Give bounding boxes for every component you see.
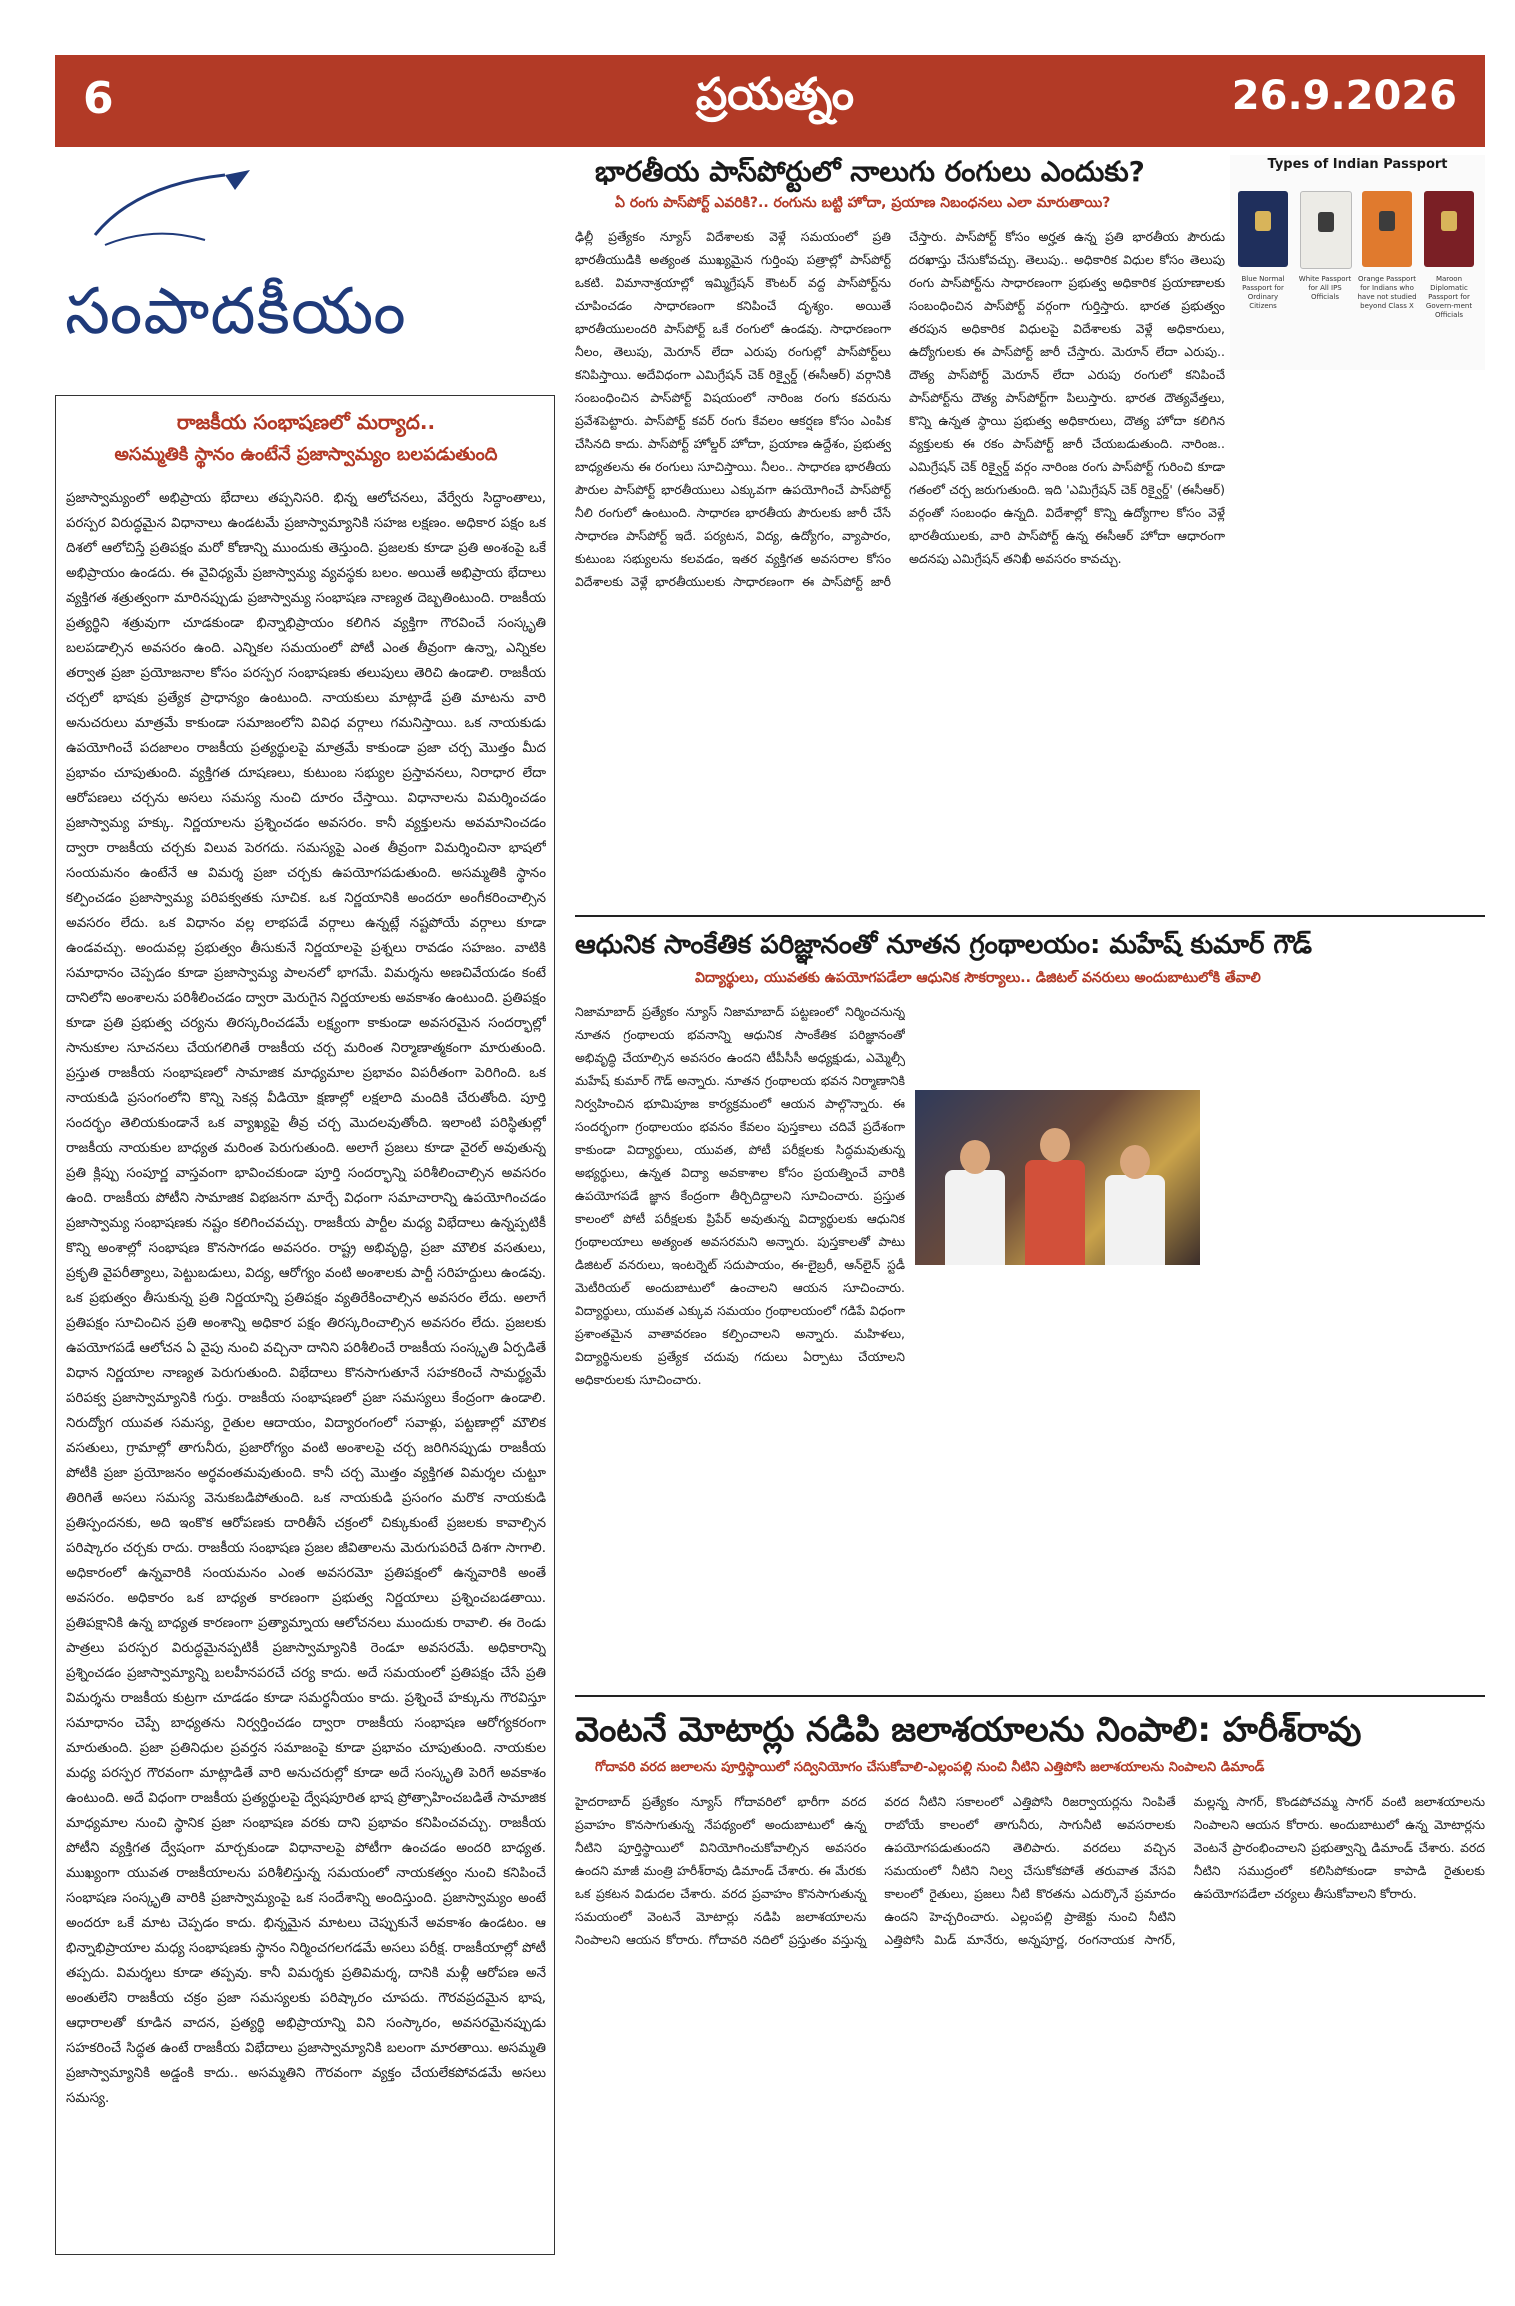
blue-passport-icon [1238, 191, 1288, 267]
water-headline: వెంటనే మోటార్లు నడిపి జలాశయాలను నింపాలి: హరీశ్‌రావు [575, 1710, 1362, 1750]
masthead [55, 55, 1485, 147]
divider [575, 1695, 1485, 1697]
paper-name: ప్రయత్నం [695, 69, 855, 120]
passport-caption: Orange Passport for Indians who have not studied beyond Class X [1357, 275, 1417, 310]
library-headline: ఆధునిక సాంకేతిక పరిజ్ఞానంతో నూతన గ్రంథాలయం: మహేష్ కుమార్ గౌడ్ [575, 930, 1312, 960]
pen-nib-icon [75, 165, 255, 255]
passport-types-figure [1230, 155, 1485, 370]
newspaper-page [55, 55, 1485, 2255]
passport-caption: White Passport for All IPS Officials [1298, 275, 1352, 301]
page-number: 6 [83, 73, 114, 124]
divider [575, 915, 1485, 917]
passport-body: ఢిల్లీ ప్రత్యేకం న్యూస్ విదేశాలకు వెళ్లే సమయంలో ప్రతి భారతీయుడికి అత్యంత ముఖ్యమైన గుర్తింపు పత్రాల్లో పాస్‌పోర్ట్ ఒకటి. విమానాశ్రయాల్లో ఇమ్మిగ్రేషన్ కౌంటర్ వద్ద పాస్‌పోర్ట్‌ను చూపించడం సాధారణంగా కనిపించే దృశ్యం. అయితే భారతీయులందరి పాస్‌పోర్ట్ ఒకే రంగులో ఉండవు. సాధారణంగా నీలం, తెలుపు, మెరూన్ లేదా ఎరుపు రంగుల్లో పాస్‌పోర్ట్‌లు కనిపిస్తాయి. అదేవిధంగా ఎమిగ్రేషన్ చెక్ రిక్వైర్డ్ (ఈసీఆర్) వర్గానికి సంబంధించిన పాస్‌పోర్ట్ విషయంలో నారింజ రంగు కవరును ప్రవేశపెట్టారు. పాస్‌పోర్ట్ కవర్ రంగు కేవలం ఆకర్షణ కోసం ఎంపిక చేసినది కాదు. పాస్‌పోర్ట్ హోల్డర్ హోదా, ప్రయాణ ఉద్దేశం, ప్రభుత్వ బాధ్యతలను ఈ రంగులు సూచిస్తాయి. నీలం.. సాధారణ భారతీయ పౌరుల పాస్‌పోర్ట్ భారతీయులు ఎక్కువగా ఉపయోగించే పాస్‌పోర్ట్ నీలి రంగులో ఉంటుంది. సాధారణ భారతీయ పౌరులకు జారీ చేసే సాధారణ పాస్‌పోర్ట్ ఇదే. పర్యటన, విద్య, ఉద్యోగం, వ్యాపారం, కుటుంబ సభ్యులను కలవడం, ఇతర వ్యక్తిగత అవసరాల కోసం విదేశాలకు వెళ్లే భారతీయులకు సాధారణంగా ఈ పాస్‌పోర్ట్ జారీ చేస్తారు. పాస్‌పోర్ట్ కోసం అర్హత ఉన్న ప్రతి భారతీయ పౌరుడు దరఖాస్తు చేసుకోవచ్చు. తెలుపు.. అధికారిక విధుల కోసం తెలుపు రంగు పాస్‌పోర్ట్‌ను సాధారణంగా ప్రభుత్వ అధికారిక ప్రయాణాలకు సంబంధించిన పాస్‌పోర్ట్ వర్గంగా గుర్తిస్తారు. భారత ప్రభుత్వం తరపున అధికారిక విధులపై విదేశాలకు వెళ్లే అధికారులు, ఉద్యోగులకు ఈ పాస్‌పోర్ట్ జారీ చేస్తారు. మెరూన్ లేదా ఎరుపు.. దౌత్య పాస్‌పోర్ట్ మెరూన్ లేదా ఎరుపు రంగులో కనిపించే పాస్‌పోర్ట్‌ను దౌత్య పాస్‌పోర్ట్‌గా పిలుస్తారు. భారత దౌత్యవేత్తలు, కొన్ని ఉన్నత స్థాయి ప్రభుత్వ అధికారులు, దౌత్య హోదా కలిగిన వ్యక్తులకు ఈ రకం పాస్‌పోర్ట్ జారీ చేయబడుతుంది. నారింజ.. ఎమిగ్రేషన్ చెక్ రిక్వైర్డ్ వర్గం నారింజ రంగు పాస్‌పోర్ట్ గురించి కూడా గతంలో చర్చ జరుగుతుంది. ఇది 'ఎమిగ్రేషన్ చెక్ రిక్వైర్డ్' (ఈసీఆర్) వర్గంతో సంబంధం ఉన్నది. విదేశాల్లో కొన్ని ఉద్యోగాల కోసం వెళ్లే భారతీయులకు, వారి పాస్‌పోర్ట్ ఉన్న ఈసీఆర్ హోదా ఆధారంగా అదనపు ఎమిగ్రేషన్ తనిఖీ అవసరం కావచ్చు. [575, 229, 1225, 589]
library-body-continued-2 [1215, 1000, 1485, 1680]
white-passport-icon [1300, 191, 1352, 269]
editorial-logo [55, 155, 555, 395]
library-body-continued [915, 1270, 1200, 1680]
orange-passport-icon [1362, 191, 1412, 267]
passport-subheadline: ఏ రంగు పాస్‌పోర్ట్ ఎవరికి?.. రంగును బట్టి హోదా, ప్రయాణ నిబంధనలు ఎలా మారుతాయి? [615, 195, 1111, 211]
editorial-column [55, 155, 555, 2255]
section-title: సంపాదకీయం [65, 275, 407, 349]
library-body: నిజామాబాద్ ప్రత్యేకం న్యూస్ నిజామాబాద్ పట్టణంలో నిర్మించనున్న నూతన గ్రంథాలయ భవనాన్ని ఆధునిక సాంకేతిక పరిజ్ఞానంతో అభివృద్ధి చేయాల్సిన అవసరం ఉందని టీపీసీసీ అధ్యక్షుడు, ఎమ్మెల్సీ మహేష్ కుమార్ గౌడ్ అన్నారు. నూతన గ్రంథాలయ భవన నిర్మాణానికి నిర్వహించిన భూమిపూజ కార్యక్రమంలో ఆయన పాల్గొన్నారు. ఈ సందర్భంగా గ్రంథాలయం భవనం కేవలం పుస్తకాలు చదివే ప్రదేశంగా కాకుండా విద్యార్థులు, యువత, పోటీ పరీక్షలకు సిద్ధమవుతున్న అభ్యర్థులు, ఉన్నత విద్యా అవకాశాల కోసం ప్రయత్నించే వారికి ఉపయోగపడే జ్ఞాన కేంద్రంగా తీర్చిదిద్దాలని సూచించారు. ప్రస్తుత కాలంలో పోటీ పరీక్షలకు ప్రిపేర్ అవుతున్న విద్యార్థులకు ఆధునిక గ్రంథాలయాలు అత్యంత అవసరమని అన్నారు. పుస్తకాలతో పాటు డిజిటల్ వనరులు, ఇంటర్నెట్ సదుపాయం, ఈ-లైబ్రరీ, ఆన్‌లైన్ స్టడీ మెటీరియల్ అందుబాటులో ఉంచాలని ఆయన సూచించారు. విద్యార్థులు, యువత ఎక్కువ సమయం గ్రంథాలయంలో గడిపే విధంగా ప్రశాంతమైన వాతావరణం కల్పించాలని అన్నారు. మహిళలు, విద్యార్థినులకు ప్రత్యేక చదువు గదులు ఏర్పాటు చేయాలని అధికారులకు సూచించారు. [575, 1004, 905, 1387]
figure-title: Types of Indian Passport [1267, 157, 1448, 172]
event-photo [915, 1090, 1200, 1265]
water-body: హైదరాబాద్ ప్రత్యేకం న్యూస్ గోదావరిలో భారీగా వరద ప్రవాహం కొనసాగుతున్న నేపథ్యంలో అందుబాటులో ఉన్న నీటిని పూర్తిస్థాయిలో వినియోగించుకోవాల్సిన అవసరం ఉందని మాజీ మంత్రి హరీశ్‌రావు డిమాండ్ చేశారు. ఈ మేరకు ఒక ప్రకటన విడుదల చేశారు. వరద ప్రవాహం కొనసాగుతున్న సమయంలో వెంటనే మోటార్లు నడిపి జలాశయాలను నింపాలని ఆయన కోరారు. గోదావరి నదిలో ప్రస్తుతం వస్తున్న వరద నీటిని సకాలంలో ఎత్తిపోసి రిజర్వాయర్లను నింపితే రాబోయే కాలంలో తాగునీరు, సాగునీటి అవసరాలకు ఉపయోగపడుతుందని తెలిపారు. వరదలు వచ్చిన సమయంలో నీటిని నిల్వ చేసుకోకపోతే తరువాత వేసవి కాలంలో రైతులు, ప్రజలు నీటి కొరతను ఎదుర్కొనే ప్రమాదం ఉందని హెచ్చరించారు. ఎల్లంపల్లి ప్రాజెక్టు నుంచి నీటిని ఎత్తిపోసి మిడ్ మానేరు, అన్నపూర్ణ, రంగనాయక సాగర్, మల్లన్న సాగర్, కొండపోచమ్మ సాగర్ వంటి జలాశయాలను నింపాలని ఆయన కోరారు. అందుబాటులో ఉన్న మోటార్లను వెంటనే ప్రారంభించాలని ప్రభుత్వాన్ని డిమాండ్ చేశారు. వరద నీటిని సముద్రంలో కలిసిపోకుండా కాపాడి రైతులకు ఉపయోగపడేలా చర్యలు తీసుకోవాలని కోరారు. [575, 1794, 1485, 1947]
editorial-box [55, 395, 555, 2255]
passport-caption: Maroon Diplomatic Passport for Govern-ment Officials [1425, 275, 1473, 319]
editorial-body: ప్రజాస్వామ్యంలో అభిప్రాయ భేదాలు తప్పనిసరి. భిన్న ఆలోచనలు, వేర్వేరు సిద్ధాంతాలు, పరస్పర విరుద్ధమైన విధానాలు ఉండటమే ప్రజాస్వామ్యానికి సహజ లక్షణం. అధికార పక్షం ఒక దిశలో ఆలోచిస్తే ప్రతిపక్షం మరో కోణాన్ని ముందుకు తెస్తుంది. ప్రజలకు కూడా ప్రతి అంశంపై ఒకే అభిప్రాయం ఉండదు. ఈ వైవిధ్యమే ప్రజాస్వామ్య వ్యవస్థకు బలం. అయితే అభిప్రాయ భేదాలు వ్యక్తిగత శత్రుత్వంగా మారినప్పుడు ప్రజాస్వామ్య సంభాషణ నాణ్యత దెబ్బతింటుంది. రాజకీయ ప్రత్యర్థిని శత్రువుగా చూడకుండా భిన్నాభిప్రాయం కలిగిన వ్యక్తిగా గౌరవించే సంస్కృతి బలపడాల్సిన అవసరం ఉంది. ఎన్నికల సమయంలో పోటీ ఎంత తీవ్రంగా ఉన్నా, ఎన్నికల తర్వాత ప్రజా ప్రయోజనాల కోసం పరస్పర సంభాషణకు తలుపులు తెరిచి ఉండాలి. రాజకీయ చర్చలో భాషకు ప్రత్యేక ప్రాధాన్యం ఉంటుంది. నాయకులు మాట్లాడే ప్రతి మాటను వారి అనుచరులు మాత్రమే కాకుండా సమాజంలోని వివిధ వర్గాలు గమనిస్తాయి. ఒక నాయకుడు ఉపయోగించే పదజాలం రాజకీయ ప్రత్యర్థులపై మాత్రమే కాకుండా ప్రజా చర్చ మొత్తం మీద ప్రభావం చూపుతుంది. వ్యక్తిగత దూషణలు, కుటుంబ సభ్యుల ప్రస్తావనలు, నిరాధార లేదా ఆరోపణలు చర్చను అసలు సమస్య నుంచి దూరం చేస్తాయి. విధానాలను విమర్శించడం ప్రజాస్వామ్య హక్కు. నిర్ణయాలను ప్రశ్నించడం అవసరం. కానీ వ్యక్తులను అవమానించడం ద్వారా రాజకీయ చర్చకు విలువ పెరగదు. సమస్యపై ఎంత తీవ్రంగా విమర్శించినా భాషలో సంయమనం ఉంటేనే ఆ విమర్శ ప్రజా చర్చకు ఉపయోగపడుతుంది. అసమ్మతికి స్థానం కల్పించడం ప్రజాస్వామ్య పరిపక్వతకు సూచిక. ఒక నిర్ణయానికి అందరూ అంగీకరించాల్సిన అవసరం లేదు. ఒక విధానం వల్ల లాభపడే వర్గాలు ఉన్నట్లే నష్టపోయే వర్గాలు కూడా ఉండవచ్చు. అందువల్ల ప్రభుత్వం తీసుకునే నిర్ణయాలపై ప్రశ్నలు రావడం సహజం. వాటికి సమాధానం చెప్పడం కూడా ప్రజాస్వామ్య పాలనలో భాగమే. విమర్శను అణచివేయడం కంటే దానిలోని అంశాలను పరిశీలించడం ద్వారా మెరుగైన నిర్ణయాలకు అవకాశం ఉంటుంది. ప్రతిపక్షం కూడా ప్రతి ప్రభుత్వ చర్యను తిరస్కరించడమే లక్ష్యంగా కాకుండా అవసరమైన సందర్భాల్లో సానుకూల సూచనలు చేయగలిగితే రాజకీయ చర్చ మరింత నిర్మాణాత్మకంగా మారుతుంది. ప్రస్తుత రాజకీయ సంభాషణలో సామాజిక మాధ్యమాల ప్రభావం విపరీతంగా పెరిగింది. ఒక నాయకుడి ప్రసంగంలోని కొన్ని సెకన్ల వీడియో క్షణాల్లో లక్షలాది మందికి చేరుతోంది. పూర్తి సందర్భం తెలియకుండానే ఒక వ్యాఖ్యపై తీవ్ర చర్చ మొదలవుతోంది. ఇలాంటి పరిస్థితుల్లో రాజకీయ నాయకుల బాధ్యత మరింత పెరుగుతుంది. అలాగే ప్రజలు కూడా వైరల్ అవుతున్న ప్రతి క్లిప్పు సంపూర్ణ వాస్తవంగా భావించకుండా పూర్తి సందర్భాన్ని పరిశీలించాల్సిన అవసరం ఉంది. రాజకీయ పోటీని సామాజిక విభజనగా మార్చే విధంగా సమాచారాన్ని ఉపయోగించడం ప్రజాస్వామ్య సంభాషణకు నష్టం కలిగించవచ్చు. రాజకీయ పార్టీల మధ్య విభేదాలు ఉన్నప్పటికీ కొన్ని అంశాల్లో సంభాషణ కొనసాగడం అవసరం. రాష్ట్ర అభివృద్ధి, ప్రజా మౌలిక వసతులు, ప్రకృతి వైపరీత్యాలు, పెట్టుబడులు, విద్య, ఆరోగ్యం వంటి అంశాలకు పార్టీ సరిహద్దులు ఉండవు. ఒక ప్రభుత్వం తీసుకున్న ప్రతి నిర్ణయాన్ని ప్రతిపక్షం వ్యతిరేకించాల్సిన అవసరం లేదు. అలాగే ప్రతిపక్షం సూచించిన ప్రతి అంశాన్ని అధికార పక్షం తిరస్కరించాల్సిన అవసరం లేదు. ప్రజలకు ఉపయోగపడే ఆలోచన ఏ వైపు నుంచి వచ్చినా దానిని పరిశీలించే రాజకీయ సంస్కృతి ఏర్పడితే విధాన నిర్ణయాల నాణ్యత పెరుగుతుంది. విభేదాలు కొనసాగుతూనే సహకరించే సామర్థ్యమే పరిపక్వ ప్రజాస్వామ్యానికి గుర్తు. రాజకీయ సంభాషణలో ప్రజా సమస్యలు కేంద్రంగా ఉండాలి. నిరుద్యోగ యువత సమస్య, రైతుల ఆదాయం, విద్యారంగంలో సవాళ్లు, పట్టణాల్లో మౌలిక వసతులు, గ్రామాల్లో తాగునీరు, ప్రజారోగ్యం వంటి అంశాలపై చర్చ జరిగినప్పుడు రాజకీయ పోటీకి ప్రజా ప్రయోజనం అర్థవంతమవుతుంది. కానీ చర్చ మొత్తం వ్యక్తిగత విమర్శల చుట్టూ తిరిగితే అసలు సమస్య వెనుకబడిపోతుంది. ఒక నాయకుడి ప్రసంగం మరొక నాయకుడి ప్రతిస్పందనకు, అది ఇంకొక ఆరోపణకు దారితీసే చక్రంలో చిక్కుకుంటే ప్రజలకు కావాల్సిన పరిష్కారం చర్చకు రాదు. రాజకీయ సంభాషణ ప్రజల జీవితాలను మెరుగుపరిచే దిశగా సాగాలి. అధికారంలో ఉన్నవారికి సంయమనం ఎంత అవసరమో ప్రతిపక్షంలో ఉన్నవారికి అంతే అవసరం. అధికారం ఒక బాధ్యత కారణంగా ప్రభుత్వ నిర్ణయాలు ప్రశ్నించబడతాయి. ప్రతిపక్షానికి ఉన్న బాధ్యత కారణంగా ప్రత్యామ్నాయ ఆలోచనలు ముందుకు రావాలి. ఈ రెండు పాత్రలు పరస్పర విరుద్ధమైనప్పటికీ ప్రజాస్వామ్యానికి రెండూ అవసరమే. అధికారాన్ని ప్రశ్నించడం ప్రజాస్వామ్యాన్ని బలహీనపరచే చర్య కాదు. అదే సమయంలో ప్రతిపక్షం చేసే ప్రతి విమర్శను రాజకీయ కుట్రగా చూడడం కూడా సమర్థనీయం కాదు. ప్రశ్నించే హక్కును గౌరవిస్తూ సమాధానం చెప్పే బాధ్యతను నిర్వర్తించడం ద్వారా రాజకీయ సంభాషణ ఆరోగ్యకరంగా మారుతుంది. ప్రజా ప్రతినిధుల ప్రవర్తన సమాజంపై కూడా ప్రభావం చూపుతుంది. నాయకుల మధ్య పరస్పర గౌరవంగా మాట్లాడితే వారి అనుచరుల్లో కూడా అదే సంస్కృతి పెరిగే అవకాశం ఉంటుంది. అదే విధంగా రాజకీయ ప్రత్యర్థులపై ద్వేషపూరిత భాష ప్రోత్సాహించబడితే సామాజిక మాధ్యమాల నుంచి స్థానిక ప్రజా సంభాషణ వరకు దాని ప్రభావం కనిపించవచ్చు. రాజకీయ పోటీని వ్యక్తిగత ద్వేషంగా మార్చకుండా విధానాలపై పోటీగా ఉంచడం అందరి బాధ్యత. ముఖ్యంగా యువత రాజకీయాలను పరిశీలిస్తున్న సమయంలో నాయకత్వం నుంచి కనిపించే సంభాషణ సంస్కృతి వారికి ప్రజాస్వామ్యంపై ఒక సందేశాన్ని అందిస్తుంది. ప్రజాస్వామ్యం అంటే అందరూ ఒకే మాట చెప్పడం కాదు. భిన్నమైన మాటలు చెప్పుకునే అవకాశం ఉండటం. ఆ భిన్నాభిప్రాయాల మధ్య సంభాషణకు స్థానం నిర్మించగలగడమే అసలు పరీక్ష. రాజకీయాల్లో పోటీ తప్పదు. విమర్శలు కూడా తప్పవు. కానీ విమర్శకు ప్రతివిమర్శ, దానికి మళ్లీ ఆరోపణ అనే అంతులేని రాజకీయ చక్రం ప్రజా సమస్యలకు పరిష్కారం చూపదు. గౌరవప్రదమైన భాష, ఆధారాలతో కూడిన వాదన, ప్రత్యర్థి అభిప్రాయాన్ని విని సంస్కారం, అవసరమైనప్పుడు సహకరించే సిద్ధత ఉంటే రాజకీయ విభేదాలు ప్రజాస్వామ్యానికి బలంగా మారతాయి. అసమ్మతి ప్రజాస్వామ్యానికి అడ్డంకి కాదు.. అసమ్మతిని గౌరవంగా వ్యక్తం చేయలేకపోవడమే అసలు సమస్య. [66, 491, 546, 2106]
editorial-subheadline: అసమ్మతికి స్థానం ఉంటేనే ప్రజాస్వామ్యం బలపడుతుంది [114, 444, 498, 465]
water-subheadline: గోదావరి వరద జలాలను పూర్తిస్థాయిలో సద్వినియోగం చేసుకోవాలి-ఎల్లంపల్లి నుంచి నీటిని ఎత్తిపోసి జలాశయాలను నింపాలని డిమాండ్ [595, 1760, 1265, 1775]
passport-caption: Blue Normal Passport for Ordinary Citizens [1241, 275, 1285, 310]
passport-body-continued [1230, 375, 1485, 895]
maroon-passport-icon [1424, 191, 1474, 267]
passport-headline: భారతీయ పాస్‌పోర్టులో నాలుగు రంగులు ఎందుకు? [595, 155, 1145, 188]
editorial-headline: రాజకీయ సంభాషణలో మర్యాద.. [176, 410, 436, 434]
library-subheadline: విద్యార్థులు, యువతకు ఉపయోగపడేలా ఆధునిక సౌకర్యాలు.. డిజిటల్ వనరులు అందుబాటులోకి తేవాలి [695, 970, 1261, 986]
issue-date: 26.9.2026 [1231, 73, 1457, 119]
